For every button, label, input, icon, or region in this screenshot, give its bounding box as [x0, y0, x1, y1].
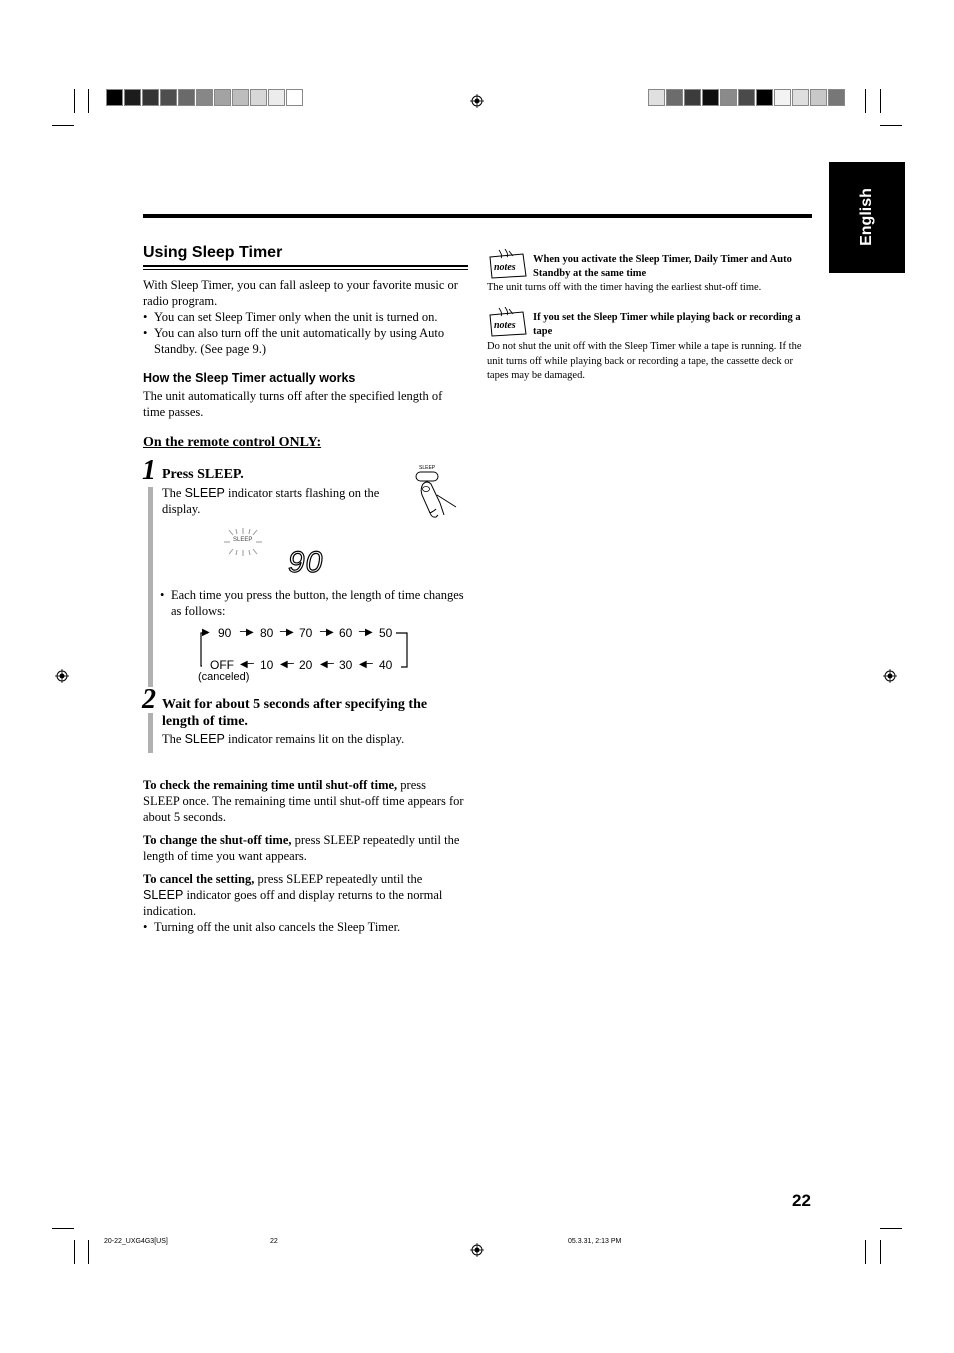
intro-bullet: • You can set Sleep Timer only when the unit is turned on. [143, 309, 465, 325]
sequence-value: 90 [218, 626, 232, 640]
color-swatch [774, 89, 791, 106]
section-title-rule [143, 265, 468, 267]
arrow-right-icon: ─▶ [320, 627, 334, 638]
tip-cancel [143, 871, 465, 919]
color-swatch [666, 89, 683, 106]
display-value: 90 [288, 546, 324, 579]
sleep-indicator-label: SLEEP [184, 732, 225, 746]
crop-mark [52, 1228, 74, 1229]
sequence-diagram [198, 624, 410, 686]
remote-heading: On the remote control ONLY: [143, 435, 322, 450]
color-swatch [178, 89, 195, 106]
color-swatch [124, 89, 141, 106]
arrow-right-icon: ─▶ [280, 627, 294, 638]
step-text-post: indicator starts flashing on the display. [162, 486, 380, 516]
svg-text:notes: notes [494, 262, 516, 273]
tip-change [143, 832, 465, 864]
registration-mark-icon [470, 94, 484, 108]
tip-change-bold: To change the shut-off time, [143, 833, 292, 847]
crop-mark [88, 89, 89, 113]
sequence-value: 80 [260, 626, 274, 640]
step-text [162, 731, 462, 747]
footer-date: 05.3.31, 2:13 PM [568, 1238, 622, 1245]
language-tab-label: English [858, 188, 875, 246]
sequence-value: 70 [299, 626, 313, 640]
intro-bullet: • You can also turn off the unit automatically by using Auto Standby. (See page 9.) [143, 325, 465, 357]
section-title: Using Sleep Timer [143, 244, 283, 261]
color-swatch [756, 89, 773, 106]
language-tab [829, 162, 905, 273]
arrow-right-icon: ▶ [202, 627, 210, 638]
step-number: 2 [142, 684, 156, 715]
sleep-indicator-label: SLEEP [143, 888, 184, 902]
color-swatch [106, 89, 123, 106]
footer-page: 22 [270, 1238, 278, 1245]
step-number: 1 [142, 455, 156, 486]
sequence-value: 50 [379, 626, 393, 640]
step-title: Press SLEEP. [162, 467, 244, 482]
crop-mark [865, 89, 866, 113]
color-swatch [250, 89, 267, 106]
footer-file: 20-22_UXG4G3[US] [104, 1238, 168, 1245]
arrow-left-icon: ◀─ [359, 659, 373, 670]
color-swatch [684, 89, 701, 106]
step-bar [148, 713, 153, 753]
step-title: Wait for about 5 seconds after specifying the length of time. [162, 697, 428, 729]
svg-text:notes: notes [494, 320, 516, 331]
sequence-value: OFF [210, 658, 234, 672]
arrow-right-icon: ─▶ [240, 627, 254, 638]
registration-mark-icon [470, 1243, 484, 1257]
crop-mark [880, 89, 881, 113]
crop-mark [880, 1240, 881, 1264]
crop-mark [865, 1240, 866, 1264]
remote-button-label: SLEEP [419, 465, 436, 471]
tip-check-text: press SLEEP once. The remaining time until shut-off time appears for about 5 seconds. [143, 778, 464, 824]
color-swatch [792, 89, 809, 106]
step-bar [148, 487, 153, 687]
crop-mark [88, 1240, 89, 1264]
display-sleep-badge: SLEEP [233, 537, 253, 543]
registration-mark-icon [55, 669, 69, 683]
sequence-value: 30 [339, 658, 353, 672]
color-swatch [648, 89, 665, 106]
color-swatch [810, 89, 827, 106]
sequence-value: 40 [379, 658, 393, 672]
tip-cancel-text: indicator goes off and display returns to the normal indication. [143, 888, 443, 918]
color-swatch [828, 89, 845, 106]
tip-check-bold: To check the remaining time until shut-off time, [143, 778, 398, 792]
color-swatch [738, 89, 755, 106]
sequence-value: 10 [260, 658, 274, 672]
step-bullet: • Each time you press the button, the length of time changes as follows: [160, 587, 467, 619]
how-text: The unit automatically turns off after the specified length of time passes. [143, 389, 443, 419]
tip-change-text: press SLEEP repeatedly until the length of time you want appears. [143, 833, 460, 863]
sequence-value: 60 [339, 626, 353, 640]
notes-icon [487, 249, 529, 279]
color-swatch [214, 89, 231, 106]
section-title-rule-thin [143, 269, 468, 270]
arrow-left-icon: ◀─ [320, 659, 334, 670]
page-number: 22 [792, 1191, 811, 1210]
subheading-how: How the Sleep Timer actually works [143, 371, 356, 385]
intro-text: With Sleep Timer, you can fall asleep to your favorite music or radio program. [143, 278, 458, 308]
tip-cancel-bullet: • Turning off the unit also cancels the Sleep Timer. [143, 919, 465, 935]
crop-mark [74, 89, 75, 113]
crop-mark [52, 125, 74, 126]
tips-block [143, 777, 465, 935]
arrow-right-icon: ─▶ [359, 627, 373, 638]
notes-icon [487, 307, 529, 337]
color-swatch [232, 89, 249, 106]
note-title: When you activate the Sleep Timer, Daily Timer and Auto Standby at the same time [533, 254, 792, 279]
step-text-pre: The [162, 486, 185, 500]
note-text: Do not shut the unit off with the Sleep Timer while a tape is running. If the unit turns off while playing back or recording a tape, the cassette deck or tapes may be damaged. [487, 341, 802, 381]
sleep-indicator-label: SLEEP [184, 486, 225, 500]
tip-cancel-bold: To cancel the setting, [143, 872, 255, 886]
note-title: If you set the Sleep Timer while playing back or recording a tape [533, 312, 801, 337]
finger-press-icon [414, 471, 458, 519]
color-swatch [142, 89, 159, 106]
note-text: The unit turns off with the timer having the earliest shut-off time. [487, 282, 762, 293]
color-swatch [196, 89, 213, 106]
tip-cancel-text: press SLEEP repeatedly until the [254, 872, 423, 886]
tip-check [143, 777, 465, 825]
sequence-canceled-note: (canceled) [198, 671, 250, 683]
registration-mark-icon [883, 669, 897, 683]
crop-mark [880, 1228, 902, 1229]
sequence-value: 20 [299, 658, 313, 672]
color-swatch [268, 89, 285, 106]
color-swatch [286, 89, 303, 106]
arrow-left-icon: ◀─ [280, 659, 294, 670]
intro-block [143, 277, 465, 357]
crop-mark [880, 125, 902, 126]
crop-mark [74, 1240, 75, 1264]
color-swatch [160, 89, 177, 106]
arrow-left-icon: ◀─ [240, 659, 254, 670]
step-text-pre: The [162, 732, 185, 746]
header-rule [143, 214, 812, 218]
color-swatch [720, 89, 737, 106]
color-swatch [702, 89, 719, 106]
step-text-post: indicator remains lit on the display. [224, 732, 405, 746]
step-text [162, 485, 402, 517]
